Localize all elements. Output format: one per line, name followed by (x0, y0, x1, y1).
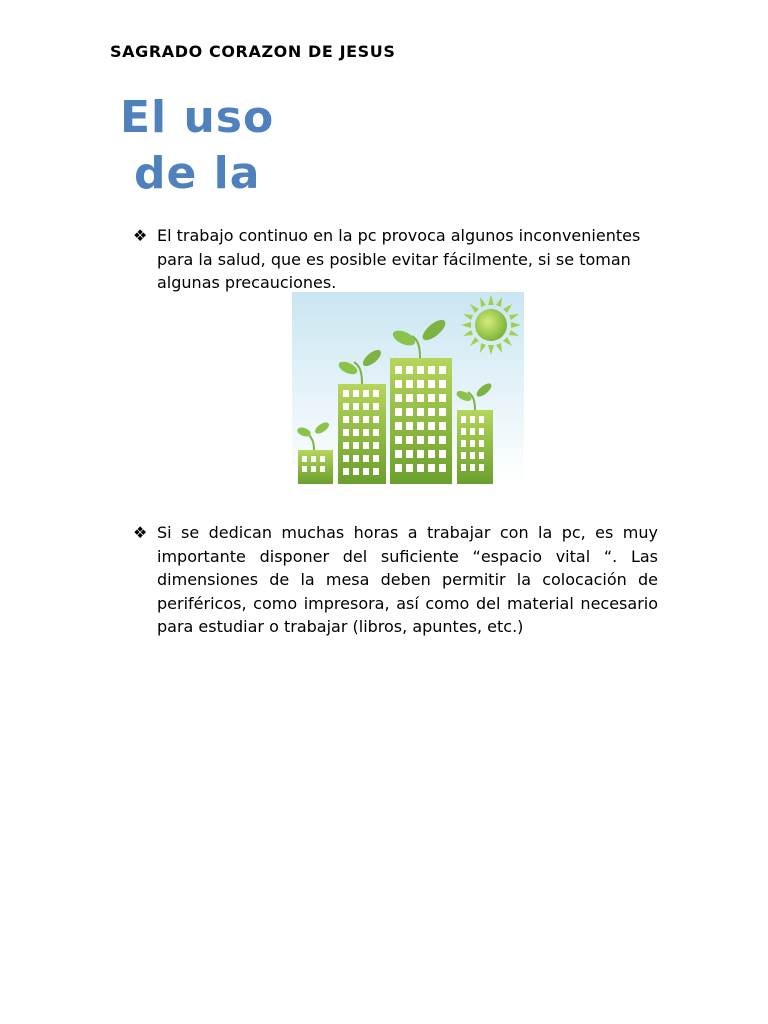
diamond-bullet-icon: ❖ (133, 523, 148, 542)
bullet-text-2: Si se dedican muchas horas a trabajar con la pc, es muy importante disponer del suficiente “espacio vital “. Las dimensiones de la mesa deben permitir la colocación de periféricos, como impresora, así como del material necesario para estudiar o trabajar (libros, apuntes, etc.) (157, 523, 658, 636)
document-title (120, 90, 274, 202)
school-name-header: SAGRADO CORAZON DE JESUS (110, 42, 396, 61)
green-buildings-illustration (292, 292, 524, 484)
green-buildings-sun-icon (292, 292, 524, 484)
title-line-2: de la (134, 148, 261, 199)
bullet-item-2 (133, 521, 658, 639)
bullet-text-1: El trabajo continuo en la pc provoca algunos inconvenientes para la salud, que es posible evitar fácilmente, si se toman algunas precauciones. (157, 226, 641, 292)
title-line-1: El uso (120, 92, 275, 143)
diamond-bullet-icon: ❖ (133, 226, 148, 245)
bullet-item-1 (133, 224, 658, 295)
